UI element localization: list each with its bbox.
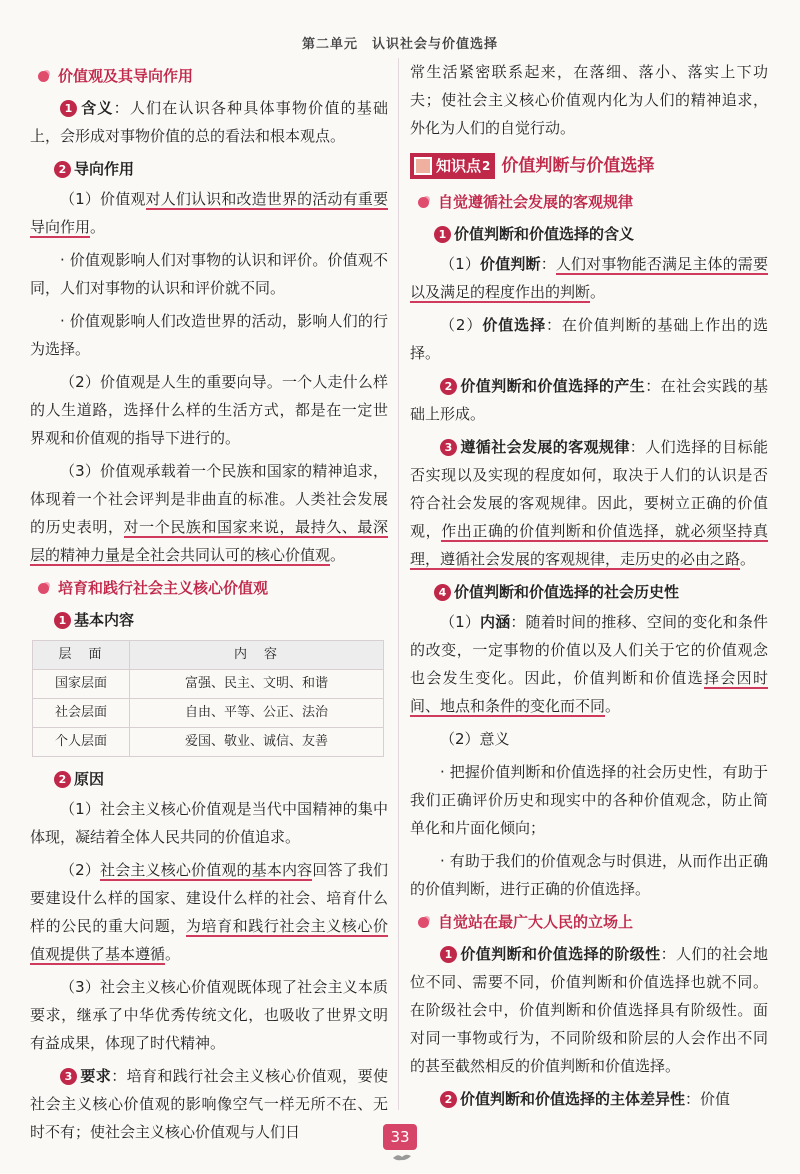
paragraph: 2 价值判断和价值选择的主体差异性：价值 bbox=[410, 1085, 768, 1113]
bullet-icon bbox=[418, 917, 429, 928]
subheading: 1 价值判断和价值选择的含义 bbox=[410, 220, 768, 248]
number-3-icon: 3 bbox=[440, 439, 457, 456]
number-2-icon: 2 bbox=[54, 771, 71, 788]
table-header-row bbox=[33, 641, 384, 670]
bullet-item: · 价值观影响人们改造世界的活动，影响人们的行为选择。 bbox=[30, 312, 388, 358]
number-2-icon: 2 bbox=[440, 1091, 457, 1108]
right-column bbox=[410, 58, 768, 1114]
paragraph: （1）社会主义核心价值观是当代中国精神的集中体现，凝结着全体人民共同的价值追求。 bbox=[30, 800, 388, 846]
page-number: 33 bbox=[383, 1124, 417, 1150]
table-header: 层 面 bbox=[33, 641, 130, 670]
bullet-icon bbox=[418, 197, 429, 208]
page-footer bbox=[0, 1124, 800, 1150]
table-row bbox=[33, 670, 384, 699]
left-column bbox=[30, 58, 388, 1141]
bird-icon bbox=[392, 1152, 412, 1162]
paragraph: （2）社会主义核心价值观的基本内容回答了我们要建设什么样的国家、建设什么样的社会、培育什么样的公民的重大问题，为培育和践行社会主义核心价值观提供了基本遵循。 bbox=[30, 861, 388, 963]
knowledge-point-heading bbox=[410, 152, 768, 180]
paragraph: （1）价值判断：人们对事物能否满足主体的需要以及满足的程度作出的判断。 bbox=[410, 255, 768, 301]
table-row bbox=[33, 699, 384, 728]
paragraph: （2）价值观是人生的重要向导。一个人走什么样的人生道路，选择什么样的生活方式，都是在一定世界观和价值观的指导下进行的。 bbox=[30, 373, 388, 447]
table-cell: 个人层面 bbox=[33, 728, 130, 757]
paragraph: （2）价值选择：在价值判断的基础上作出的选择。 bbox=[410, 316, 768, 362]
book-icon bbox=[414, 157, 432, 175]
paragraph: 2 价值判断和价值选择的产生：在社会实践的基础上形成。 bbox=[410, 377, 768, 423]
table-cell: 自由、平等、公正、法治 bbox=[130, 699, 384, 728]
paragraph: （1）价值观对人们认识和改造世界的活动有重要导向作用。 bbox=[30, 190, 388, 236]
running-header: 第二单元 认识社会与价值选择 bbox=[301, 37, 498, 52]
number-3-icon: 3 bbox=[60, 1068, 77, 1085]
subheading: 2 原因 bbox=[30, 765, 388, 793]
paragraph: （3）社会主义核心价值观既体现了社会主义本质要求，继承了中华优秀传统文化，也吸收了世界文明有益成果，体现了时代精神。 bbox=[30, 978, 388, 1052]
paragraph: （1）内涵：随着时间的推移、空间的变化和条件的改变，一定事物的价值以及人们关于它的价值观念也会发生变化。因此，价值判断和价值选择会因时间、地点和条件的变化而不同。 bbox=[410, 613, 768, 715]
paragraph: 1 价值判断和价值选择的阶级性：人们的社会地位不同、需要不同，价值判断和价值选择也就不同。在阶级社会中，价值判断和价值选择具有阶级性。面对同一事物或行为，不同阶级和阶层的人会作出不同的甚至截然相反的价值判断和价值选择。 bbox=[410, 945, 768, 1075]
number-1-icon: 1 bbox=[60, 100, 77, 117]
section-heading: 自觉站在最广大人民的立场上 bbox=[410, 908, 768, 936]
number-2-icon: 2 bbox=[440, 378, 457, 395]
table-cell: 爱国、敬业、诚信、友善 bbox=[130, 728, 384, 757]
bullet-item: · 有助于我们的价值观念与时俱进，从而作出正确的价值判断，进行正确的价值选择。 bbox=[410, 852, 768, 898]
section-heading: 培育和践行社会主义核心价值观 bbox=[30, 574, 388, 602]
number-1-icon: 1 bbox=[54, 612, 71, 629]
subheading: 4 价值判断和价值选择的社会历史性 bbox=[410, 578, 768, 606]
paragraph: 常生活紧密联系起来，在落细、落小、落实上下功夫；使社会主义核心价值观内化为人们的精神追求，外化为人们的自觉行动。 bbox=[410, 63, 768, 137]
table-cell: 富强、民主、文明、和谐 bbox=[130, 670, 384, 699]
paragraph: 3 遵循社会发展的客观规律：人们选择的目标能否实现以及实现的程度如何，取决于人们的认识是否符合社会发展的客观规律。因此，要树立正确的价值观，作出正确的价值判断和价值选择，就必须坚持真理，遵循社会发展的客观规律，走历史的必由之路。 bbox=[410, 438, 768, 568]
bullet-icon bbox=[38, 583, 49, 594]
number-1-icon: 1 bbox=[434, 226, 451, 243]
number-1-icon: 1 bbox=[440, 946, 457, 963]
number-2-icon: 2 bbox=[54, 161, 71, 178]
definition-paragraph: 1 含义：人们在认识各种具体事物价值的基础上，会形成对事物价值的总的看法和根本观点。 bbox=[30, 99, 388, 145]
subheading: 2 导向作用 bbox=[30, 155, 388, 183]
table-cell: 社会层面 bbox=[33, 699, 130, 728]
section-heading: 价值观及其导向作用 bbox=[30, 62, 388, 90]
column-divider bbox=[398, 58, 399, 1110]
table-header: 内 容 bbox=[130, 641, 384, 670]
subheading: 1 基本内容 bbox=[30, 606, 388, 634]
bullet-icon bbox=[38, 71, 49, 82]
section-heading: 自觉遵循社会发展的客观规律 bbox=[410, 188, 768, 216]
core-values-table bbox=[32, 640, 384, 757]
bullet-item: · 价值观影响人们对事物的认识和评价。价值观不同，人们对事物的认识和评价就不同。 bbox=[30, 251, 388, 297]
paragraph: （3）价值观承载着一个民族和国家的精神追求，体现着一个社会评判是非曲直的标准。人类社会发展的历史表明，对一个民族和国家来说，最持久、最深层的精神力量是全社会共同认可的核心价值观。 bbox=[30, 462, 388, 564]
knowledge-point-badge: 知识点 2 bbox=[410, 153, 495, 179]
table-cell: 国家层面 bbox=[33, 670, 130, 699]
paragraph: 3 要求：培育和践行社会主义核心价值观，要使社会主义核心价值观的影响像空气一样无所不在、无时不有；使社会主义核心价值观与人们日 bbox=[30, 1067, 388, 1141]
bullet-item: · 把握价值判断和价值选择的社会历史性，有助于我们正确评价历史和现实中的各种价值观念，防止简单化和片面化倾向； bbox=[410, 763, 768, 837]
paragraph: （2）意义 bbox=[440, 730, 510, 748]
knowledge-point-title: 价值判断与价值选择 bbox=[501, 156, 655, 176]
table-row bbox=[33, 728, 384, 757]
number-4-icon: 4 bbox=[434, 584, 451, 601]
